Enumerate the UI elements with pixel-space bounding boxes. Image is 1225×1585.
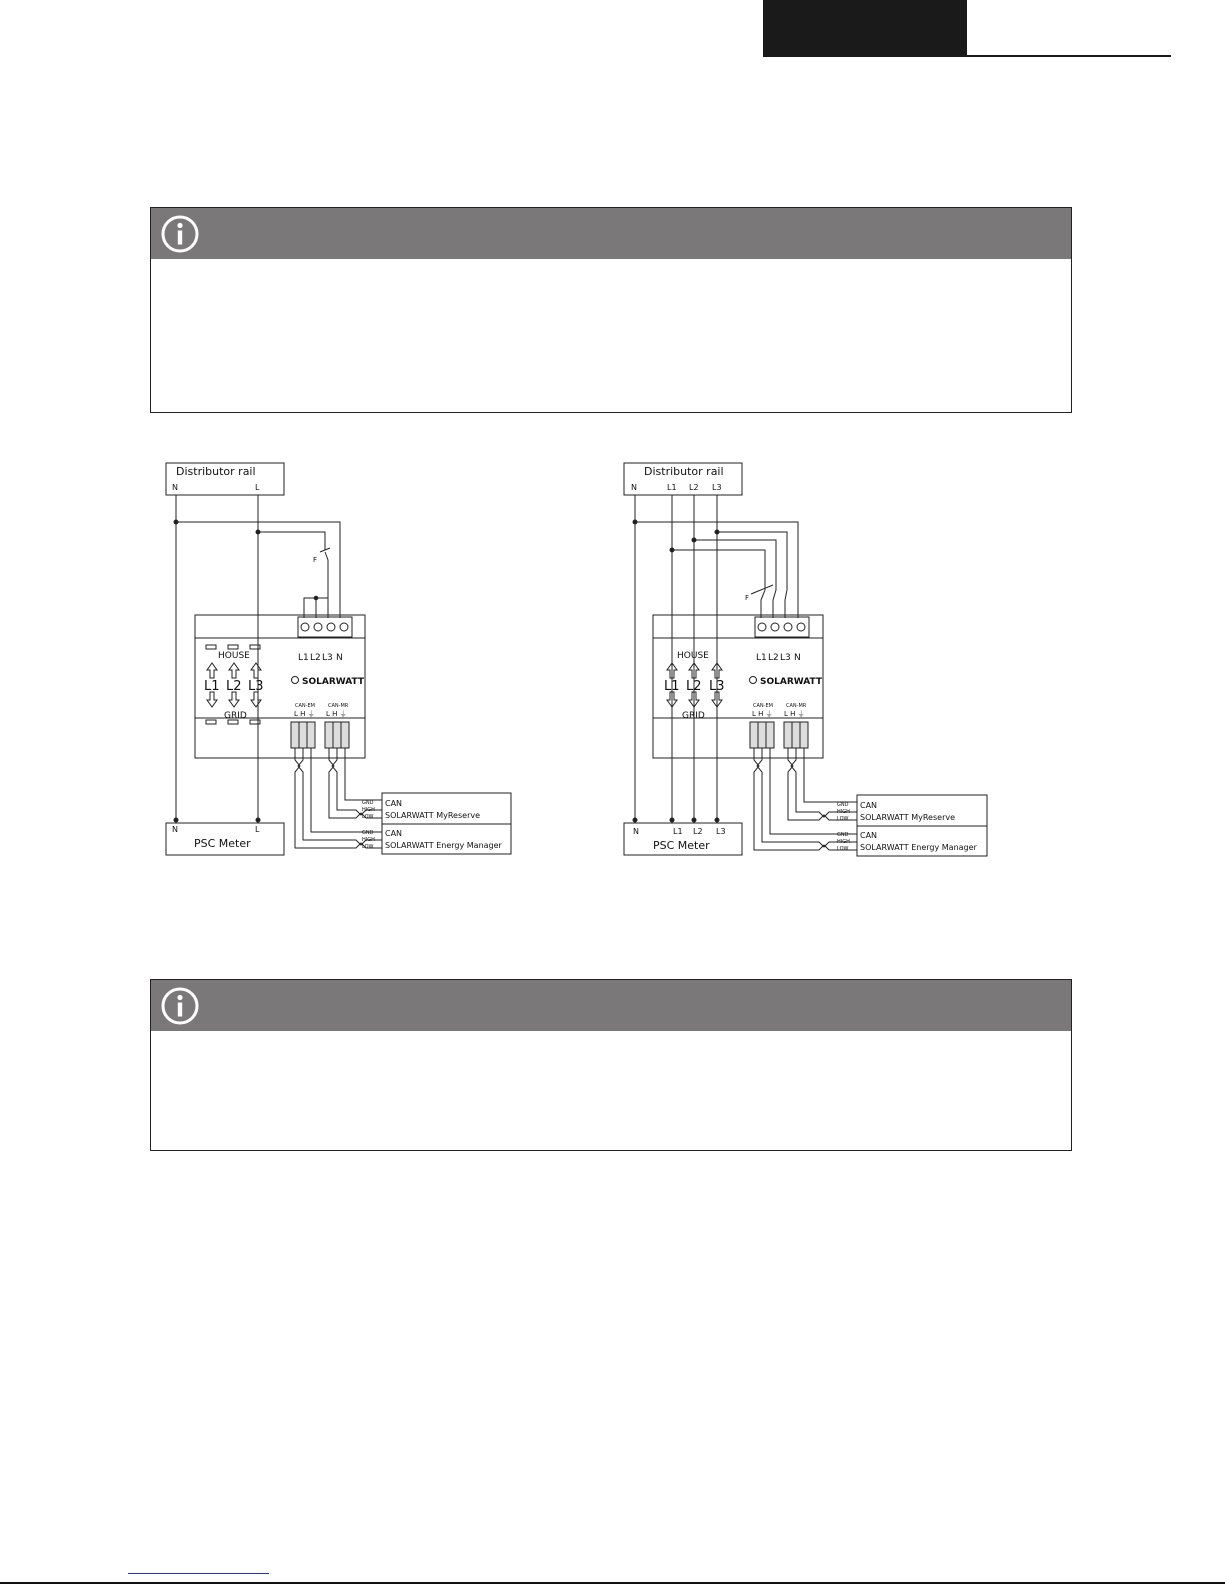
meter-terminal-l2: L2: [310, 653, 321, 663]
footer-link[interactable]: [128, 1573, 269, 1574]
can-mr-label: CAN-MR: [328, 703, 349, 709]
can-em-pins: L H ⏚: [294, 710, 315, 718]
distributor-rail-label: Distributor rail: [176, 465, 256, 478]
meter-terminal-l1: L1: [756, 653, 767, 663]
info-icon: [160, 986, 200, 1026]
solarwatt-logo-mark: [750, 677, 757, 684]
phase-l3: L3: [709, 679, 725, 694]
psc-meter-label: PSC Meter: [194, 837, 251, 850]
wire-high-1: HIGH: [837, 809, 850, 815]
wire-high-2: HIGH: [362, 837, 375, 843]
meter-terminal-l2: L2: [768, 653, 779, 663]
wire-low-1: LOW: [837, 816, 849, 822]
grid-label: GRID: [224, 711, 247, 721]
note-header: [151, 980, 1071, 1031]
note-header: [151, 208, 1071, 259]
fuse-label: F: [313, 556, 318, 564]
meter-terminal-l3: L3: [322, 653, 333, 663]
terminal-n: N: [631, 483, 637, 492]
wire-high-1: HIGH: [362, 807, 375, 813]
wire-low-1: LOW: [362, 814, 374, 820]
can-mr-pins: L H ⏚: [326, 710, 347, 718]
wire-gnd-2: GND: [362, 830, 374, 836]
energy-manager-label: SOLARWATT Energy Manager: [385, 841, 502, 850]
meter-terminal-n: N: [336, 653, 343, 663]
can-mr-label: CAN-MR: [786, 703, 807, 709]
wire-high-2: HIGH: [837, 839, 850, 845]
terminal-l: L: [255, 483, 260, 492]
psc-terminal-n: N: [172, 825, 178, 834]
psc-terminal-l: L: [255, 825, 260, 834]
header-rule: [763, 55, 1171, 57]
energy-manager-can: CAN: [860, 831, 878, 840]
can-em-label: CAN-EM: [295, 703, 315, 709]
phase-l3: L3: [248, 679, 264, 694]
house-label: HOUSE: [677, 651, 709, 661]
myreserve-can: CAN: [860, 801, 878, 810]
house-label: HOUSE: [218, 651, 250, 661]
myreserve-label: SOLARWATT MyReserve: [860, 813, 956, 822]
meter-terminal-l3: L3: [780, 653, 791, 663]
can-em-label: CAN-EM: [753, 703, 773, 709]
info-note-1: [150, 207, 1072, 413]
can-mr-connector: [784, 722, 808, 748]
info-note-2: [150, 979, 1072, 1151]
energy-manager-label: SOLARWATT Energy Manager: [860, 843, 977, 852]
wire-gnd-1: GND: [362, 800, 374, 806]
can-em-connector: [750, 722, 774, 748]
can-em-connector: [291, 722, 315, 748]
psc-terminal-l2: L2: [693, 827, 703, 836]
psc-terminal-l3: L3: [716, 827, 726, 836]
terminal-l3: L3: [712, 483, 722, 492]
psc-terminal-l1: L1: [673, 827, 683, 836]
wire-low-2: LOW: [837, 846, 849, 852]
terminal-block: [755, 617, 809, 637]
solarwatt-logo: SOLARWATT: [302, 677, 365, 687]
solarwatt-logo-mark: [292, 677, 299, 684]
distributor-rail-label: Distributor rail: [644, 465, 724, 478]
energy-manager-can: CAN: [385, 829, 403, 838]
wire-low-2: LOW: [362, 844, 374, 850]
meter-terminal-n: N: [794, 653, 801, 663]
phase-l2: L2: [226, 679, 242, 694]
info-icon: [160, 214, 200, 254]
myreserve-can: CAN: [385, 799, 403, 808]
header-tab: [763, 0, 967, 56]
wiring-diagram-three-phase: [623, 460, 1003, 870]
solarwatt-logo: SOLARWATT: [760, 677, 823, 687]
footer-rule: [0, 1582, 1225, 1584]
psc-meter-label: PSC Meter: [653, 839, 710, 852]
terminal-block: [298, 617, 352, 637]
phase-l1: L1: [204, 679, 220, 694]
meter-terminal-l1: L1: [298, 653, 309, 663]
psc-terminal-n: N: [633, 827, 639, 836]
wire-gnd-1: GND: [837, 802, 849, 808]
myreserve-label: SOLARWATT MyReserve: [385, 811, 481, 820]
can-mr-pins: L H ⏚: [784, 710, 805, 718]
grid-label: GRID: [682, 711, 705, 721]
fuse-label: F: [745, 594, 750, 602]
terminal-l2: L2: [689, 483, 699, 492]
phase-l2: L2: [686, 679, 702, 694]
terminal-n: N: [172, 483, 178, 492]
can-mr-connector: [325, 722, 349, 748]
can-em-pins: L H ⏚: [752, 710, 773, 718]
wire-gnd-2: GND: [837, 832, 849, 838]
phase-l1: L1: [664, 679, 680, 694]
wiring-diagram-single-phase: [160, 460, 540, 870]
terminal-l1: L1: [667, 483, 677, 492]
